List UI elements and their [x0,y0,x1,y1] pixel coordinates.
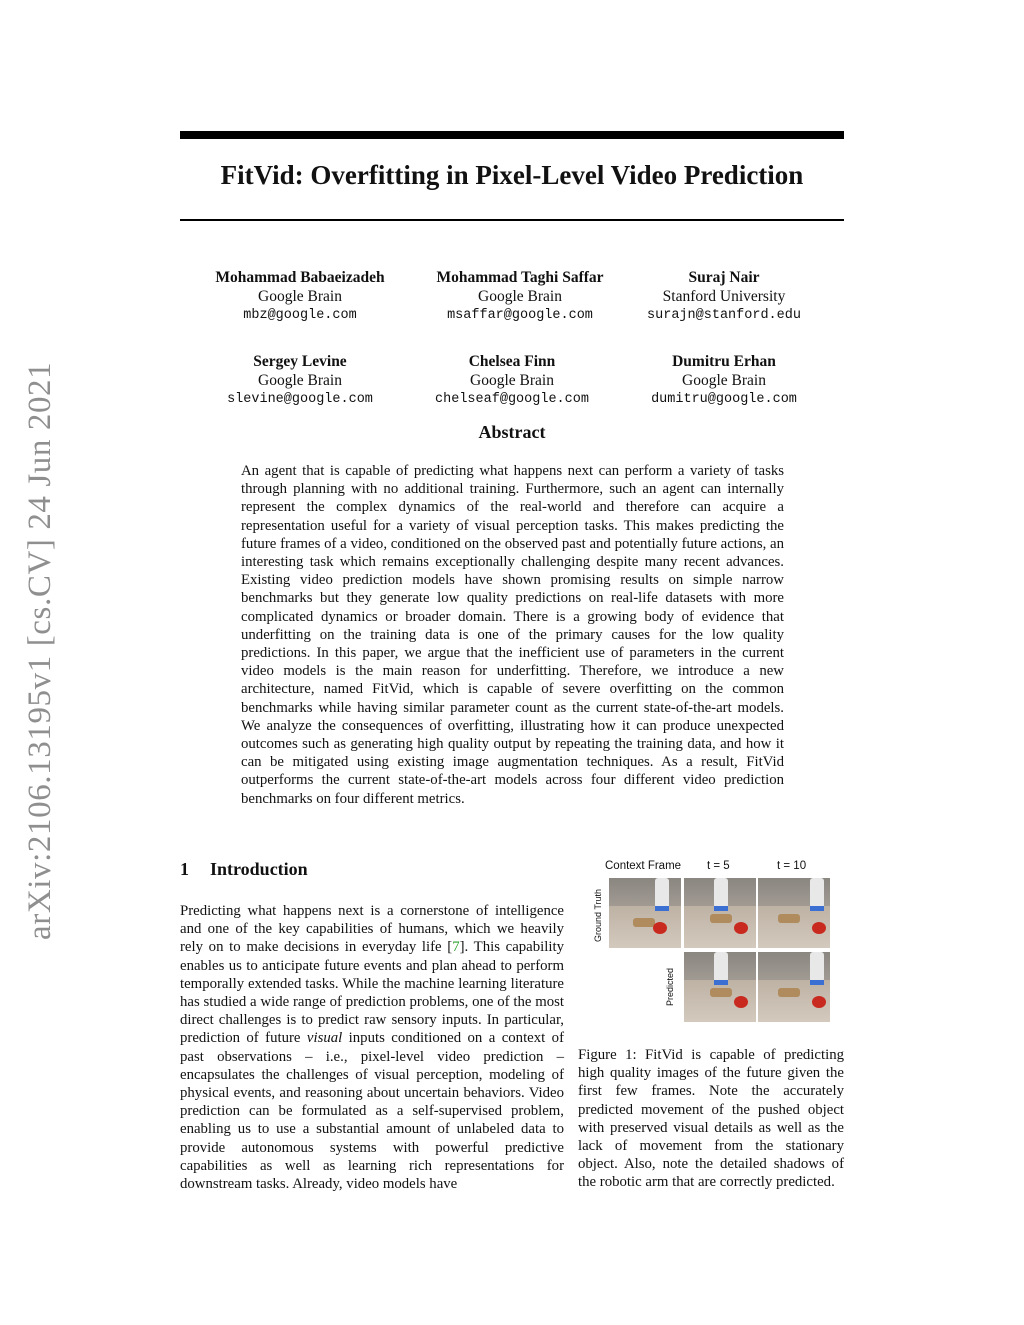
author-email: msaffar@google.com [447,308,593,323]
citation-link[interactable]: 7 [452,939,460,956]
section-title: Introduction [210,859,308,879]
figure-row-label: Ground Truth [593,888,603,942]
author-email: mbz@google.com [243,308,357,323]
abstract-text: An agent that is capable of predicting what happens next can perform a variety of tasks through planning with no additional training. Furthermore, such an agent can internally represent the complex dynamics of the real-world and therefore can acquire a representation useful for a variety of visual perception tasks. This makes predicting the future frames of a video, conditioned on the observed past and potentially future actions, an interesting task which remains exceptionally challenging despite many recent advances. Existing video prediction models have shown promising results on simple narrow benchmarks but they generate low quality predictions on real-life datasets with more complicated dynamics or broader domain. There is a growing body of evidence that underfitting on the training data is one of the primary causes for the low quality predictions. In this paper, we argue that the inefficient use of parameters in the current video models is the main reason for underfitting. Therefore, we introduce a new architecture, named FitVid, which is capable of severe overfitting on the common benchmarks while having similar parameter count as the current state-of-the-art models. We analyze the consequences of overfitting, illustrating how it can produce unexpected outcomes such as generating high quality output by repeating the training data, and how it can be mitigated using existing image augmentation techniques. As a result, FitVid outperforms the current state-of-the-art models across four different video prediction benchmarks on four different metrics. [241,463,784,807]
author-name: Mohammad Taghi Saffar [436,269,604,286]
author-affiliation: Google Brain [682,372,766,389]
author-block [180,268,420,325]
author-affiliation: Google Brain [478,288,562,305]
author-affiliation: Google Brain [258,288,342,305]
author-email: slevine@google.com [227,392,373,407]
figure-caption: Figure 1: FitVid is capable of predicting high quality images of the future given the first few frames. Note the accurately predicted movement of the pushed object with preserved visual details as well as the lack of movement from the stationary object. Also, note the detailed shadows of the robotic arm that are correctly predicted. [578,1047,844,1191]
author-block [604,268,844,325]
intro-text: inputs conditioned on a context of past observations – i.e., pixel-level video prediction – encapsulates the challenges of visual perception, modeling of physical events, and reasoning about uncertain behaviors. Video prediction can be formulated as a self-supervised problem, enabling us to use a substantial amount of unlabeled data to provide autonomous systems with powerful predictive capabilities as well as learning rich representations for downstream tasks. Already, video models have [180,1030,564,1193]
context-frame-image [609,878,681,948]
intro-text: Predicting what happens next is a cornerstone of intelligence and one of the key capabilities of humans, which we heavily rely on to make decisions in everyday life [ [180,903,564,956]
author-name: Sergey Levine [253,353,347,370]
predicted-t10-image [758,952,830,1022]
author-name: Suraj Nair [688,269,760,286]
author-block [392,352,632,409]
figure-col-label: t = 5 [707,860,730,872]
author-affiliation: Stanford University [662,288,786,305]
author-name: Chelsea Finn [468,353,556,370]
figure-col-label: Context Frame [605,860,682,872]
figure-row-label: Predicted [665,967,675,1006]
figure-1 [585,856,845,1026]
ground-truth-t5-image [684,878,756,948]
title-bottom-rule [180,219,844,221]
author-email: surajn@stanford.edu [647,308,801,323]
author-affiliation: Google Brain [258,372,342,389]
author-name: Dumitru Erhan [672,353,776,370]
intro-emphasis: visual [306,1030,343,1047]
arxiv-stamp: arXiv:2106.13195v1 [cs.CV] 24 Jun 2021 [22,361,58,940]
intro-text: ]. This capability enables us to anticipate future events and plan ahead to perform temporally extended tasks. While the machine learning literature has studied a wide range of prediction problems, one of the most direct challenges is to predict raw sensory inputs. In particular, prediction of future [180,939,564,1047]
author-block [180,352,420,409]
figure-col-label: t = 10 [777,860,807,872]
intro-paragraph [180,902,564,1193]
author-block [604,352,844,409]
author-email: dumitru@google.com [651,392,797,407]
author-name: Mohammad Babaeizadeh [215,269,385,286]
section-heading [180,859,308,880]
title-top-rule [180,131,844,139]
predicted-t5-image [684,952,756,1022]
paper-title: FitVid: Overfitting in Pixel-Level Video Prediction [220,160,804,190]
section-number: 1 [180,859,189,879]
author-affiliation: Google Brain [470,372,554,389]
author-email: chelseaf@google.com [435,392,589,407]
abstract-heading: Abstract [478,422,546,442]
ground-truth-t10-image [758,878,830,948]
